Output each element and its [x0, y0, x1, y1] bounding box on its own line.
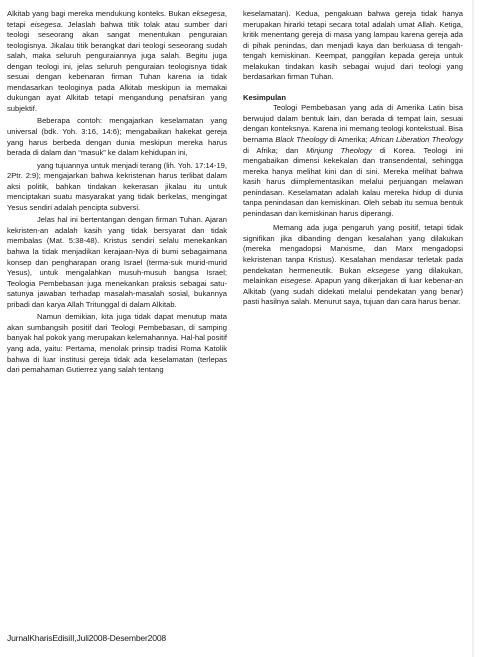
italic-term: eisegesa — [30, 19, 61, 29]
text-run: Memang ada juga pengaruh yang positif, tetapi tidak signifikan jika dibanding dengan kesalahan yang dilakukan (mereka mengadopsi Marxisme, dan Marx mengadopsi kekristenan tanpa Kristus). Kesalahan mendasar terletak pada pendekatan hermeneutik. Bukan — [243, 223, 463, 275]
paragraph — [243, 223, 463, 307]
italic-term: eksegesa — [192, 9, 225, 18]
page-edge-divider — [472, 0, 474, 657]
paragraph — [243, 103, 463, 219]
paragraph — [7, 9, 227, 114]
left-text-column — [7, 9, 227, 376]
paragraph: Namun demikian, kita juga tidak dapat menutup mata akan sumbangsih positif dari Teologi Pembebasan, di samping banyak hal pokok yang merupakan kelemahannya. Hal-hal positif yang ada, yaitu: Pertama, menolak prinsip tradisi Roma Katolik bahwa di luar institusi gereja tidak ada keselamatan (terlepas dari pemahaman Gutierrez yang salah tentang — [7, 312, 227, 375]
section-heading: Kesimpulan — [243, 92, 287, 102]
text-run: di Afrika; dan — [243, 145, 307, 155]
paragraph: yang tujuannya untuk menjadi terang (lih. Yoh. 17:14-19, 2Ptr. 2:9); mengajarkan bahwa kekristenan harus terlibat dalam aksi politik, bahkan tindakan kekerasan jikalau itu untuk menciptakan suatu masyarakat yang tidak berkelas, mengingat Yesus sendiri adalah pencipta subversi. — [7, 160, 227, 212]
right-text-column — [243, 9, 463, 308]
italic-term: eisegese — [280, 276, 311, 286]
italic-term: eksegese — [367, 265, 400, 275]
italic-term: Black Theology — [275, 135, 328, 145]
text-run: , tetapi — [7, 9, 227, 29]
page-footer: JurnalKharisEdisiII,Juli2008-Desember2008 — [7, 633, 166, 643]
text-run: di Amerika; — [327, 135, 371, 145]
text-run: yang dilakukan, melainkan — [243, 265, 463, 286]
text-run: di Korea. Teologi ini mengabaikan dimensi kekekalan dan transendental, sehingga mereka hanya melihat kini dan di sini. Mereka melihat bahwa kasih harus diimplementasikan melalui perjuangan melawan penindasan. Keselamatan adalah kalau mereka hidup di dunia tanpa penindasan dan kemiskinan. Oleh sebab itu semua bentuk penindasan dan kemiskinan harus diperangi. — [243, 145, 463, 218]
paragraph: Beberapa contoh: mengajarkan keselamatan yang universal (bdk. Yoh. 3:16, 14:6); mengabaikan hakekat gereja yang harus berbeda dengan dunia meskipun mereka harus berada di dalam dan “masuk” ke dalam kehidupan ini, — [7, 116, 227, 158]
text-run: . Apapun yang dikerjakan di luar kebenar-an Alkitab (yang sudah didekati melalui pendekatan yang benar) pasti hasilnya salah. Menurut saya, tujuan dan cara harus benar. — [243, 276, 463, 307]
paragraph: Jelas hal ini bertentangan dengan firman Tuhan. Ajaran kekristen-an adalah kasih yang tidak bersyarat dan tidak membalas (Mat. 5:38-48). Kristus sendiri selalu menekankan bahwa la tidak menjadikan kerajaan-Nya di bumi sebagaimana konsep dan pengharapan orang Israel (terma-suk murid-murid Yesus), untuk mengalahkan musuh-musuh bangsa Israel; Teologia Pembebasan juga menekankan praksis sebagai satu-satunya jawaban terhadap masalah-masalah sosial, bukannya pribadi dan karya Allah Tritunggal di dalam Alkitab. — [7, 215, 227, 309]
text-run: Teologi Pembebasan yang ada di Amerika Latin bisa berwujud dalam bentuk lain, dan berada di tempat lain, sesuai dengan konteksnya. Karena ini memang teologi kontekstual. Bisa bernama — [243, 103, 463, 145]
italic-term: African Liberation Theology — [370, 135, 463, 145]
paragraph: keselamatan). Kedua, pengakuan bahwa gereja tidak hanya merupakan hirarki tetapi secara total adalah umat Allah. Ketiga, kritik menentang gereja di masa yang lampau karena gereja ada di pihak penindas, dan menjadi kaya dan berkuasa di tengah-tengah kemiskinan. Keempat, panggilan kepada gereja untuk melakukan tindakan kasih sebagai wujud dari teologi yang berdasarkan firman Tuhan. — [243, 9, 463, 82]
italic-term: Minjung Theology — [306, 145, 372, 155]
text-run: Alkitab yang bagi mereka mendukung konteks. Bukan — [7, 9, 193, 18]
text-run: . Jelaslah bahwa titik tolak atau sumber dari teologi seseorang akan sangat menentukan penguraian teologisnya. Jikalau titik berangkat dari teologi seseorang sudah salah, maka seluruh penguraiannya juga salah. Begitu juga dengan teologi ini, jelas seluruh penguraian teologisnya tidak sesuai dengan kebenaran firman Tuhan karena ia tidak mendasarkan teologinya pada Alkitab meskipun ia memakai dukungan ayat Alkitab tetapi mengandung penafsiran yang subjektif. — [7, 19, 228, 113]
